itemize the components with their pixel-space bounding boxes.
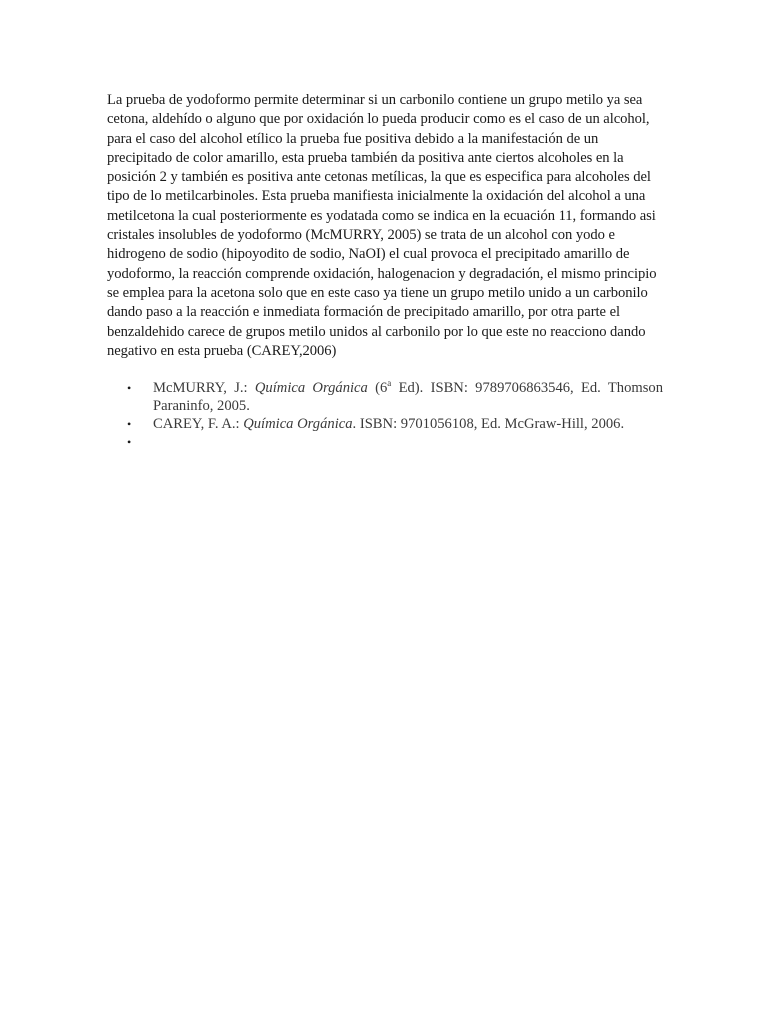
reference-title: Química Orgánica xyxy=(254,380,368,397)
reference-edition-superscript: a xyxy=(387,378,392,389)
bullet-icon: • xyxy=(127,381,132,396)
reference-title: Química Orgánica xyxy=(243,416,353,433)
bullet-icon: • xyxy=(127,435,132,450)
references-list xyxy=(107,379,663,451)
document-page xyxy=(107,91,663,451)
reference-author: CAREY, F. A.: xyxy=(153,416,244,433)
body-paragraph: La prueba de yodoformo permite determinar si un carbonilo contiene un grupo metilo ya sea cetona, aldehído o alguno que por oxidación lo pueda producir como es el caso de un alcohol, para el caso del alcohol etílico la prueba fue positiva debido a la manifestación de un precipitado de color amarillo, esta prueba también da positiva ante ciertos alcoholes en la posición 2 y también es positiva ante cetonas metílicas, la que es especifica para alcoholes del tipo de lo metilcarbinoles. Esta prueba manifiesta inicialmente la oxidación del alcohol a una metilcetona la cual posteriormente es yodatada como se indica en la ecuación 11, formando asi cristales insolubles de yodoformo (McMURRY, 2005) se trata de un alcohol con yodo e hidrogeno de sodio (hipoyodito de sodio, NaOI) el cual provoca el precipitado amarillo de yodoformo, la reacción comprende oxidación, halogenacion y degradación, el mismo principio se emplea para la acetona solo que en este caso ya tiene un grupo metilo unido a un carbonilo dando paso a la reacción e inmediata formación de precipitado amarillo, por otra parte el benzaldehido carece de grupos metilo unidos al carbonilo por lo que este no reacciono dando negativo en esta prueba (CAREY,2006) xyxy=(107,92,657,359)
bullet-icon: • xyxy=(127,417,132,432)
reference-item-carey xyxy=(107,415,663,433)
reference-item-empty xyxy=(107,433,663,451)
reference-author: McMURRY, J.: xyxy=(153,380,255,397)
reference-details: Ed). ISBN: 9789706863546, Ed. Thomson Paraninfo, 2005. xyxy=(153,380,663,415)
reference-details: . ISBN: 9701056108, Ed. McGraw-Hill, 2006. xyxy=(352,416,625,433)
reference-item-mcmurry xyxy=(107,379,663,415)
reference-edition: (6 xyxy=(367,380,388,397)
